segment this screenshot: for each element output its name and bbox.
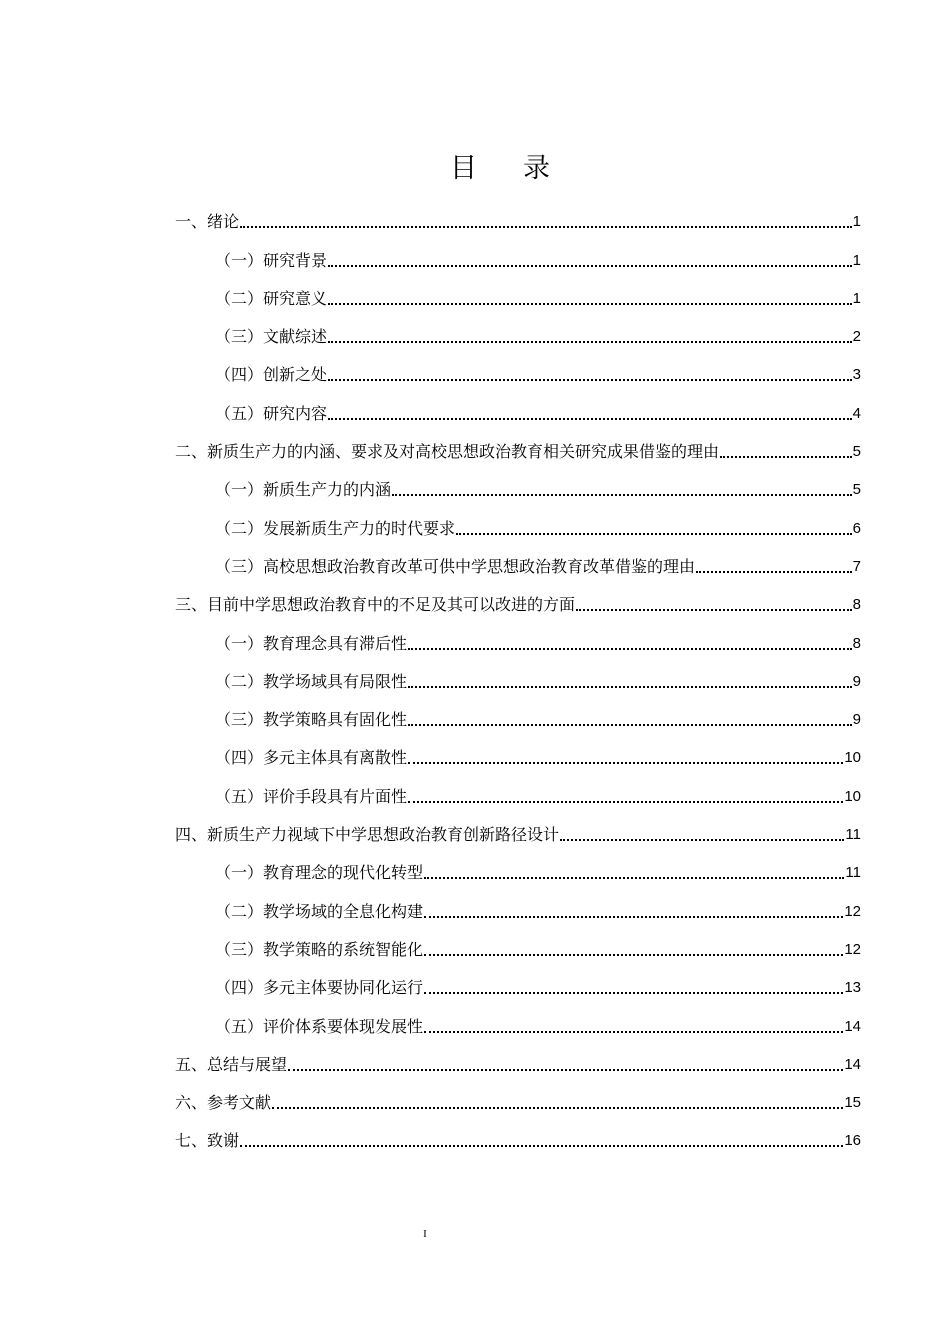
- toc-entry-page: 5: [852, 481, 861, 499]
- toc-entry-page: 1: [852, 251, 861, 269]
- toc-dot-leader: [328, 341, 852, 343]
- toc-entry-page: 10: [844, 749, 861, 767]
- toc-entry-page: 11: [845, 864, 861, 882]
- toc-dot-leader: [408, 724, 852, 726]
- toc-entry-page: 5: [852, 443, 861, 461]
- toc-entry[interactable]: [175, 617, 861, 655]
- toc-entry-text: （二）研究意义: [215, 288, 328, 308]
- toc-dot-leader: [560, 839, 844, 841]
- toc-entry-page: 4: [852, 404, 861, 422]
- toc-entry[interactable]: [175, 694, 861, 732]
- toc-entry-text: （五）评价体系要体现发展性: [215, 1016, 424, 1036]
- toc-dot-leader: [272, 1107, 843, 1109]
- toc-entry-text: （二）教学场域具有局限性: [215, 671, 408, 691]
- toc-entry-page: 2: [852, 328, 861, 346]
- toc-entry[interactable]: [175, 1115, 861, 1153]
- toc-entry-page: 9: [852, 672, 861, 690]
- toc-entry-text: （二）教学场域的全息化构建: [215, 901, 424, 921]
- toc-dot-leader: [576, 609, 852, 611]
- toc-entry-page: 10: [844, 787, 861, 805]
- toc-entry[interactable]: [175, 311, 861, 349]
- toc-entry-text: （三）教学策略的系统智能化: [215, 939, 424, 959]
- toc-dot-leader: [456, 533, 852, 535]
- toc-dot-leader: [408, 648, 852, 650]
- toc-entry[interactable]: [175, 962, 861, 1000]
- toc-entry[interactable]: [175, 809, 861, 847]
- toc-entry[interactable]: [175, 196, 861, 234]
- toc-entry[interactable]: [175, 234, 861, 272]
- toc-entry-page: 11: [845, 826, 861, 844]
- toc-dot-leader: [424, 877, 844, 879]
- toc-entry-page: 16: [844, 1132, 861, 1150]
- toc-dot-leader: [240, 1145, 843, 1147]
- toc-entry-text: （二）发展新质生产力的时代要求: [215, 518, 456, 538]
- toc-entry[interactable]: [175, 426, 861, 464]
- toc-entry-text: 一、绪论: [175, 212, 240, 232]
- toc-entry-page: 12: [844, 902, 861, 920]
- toc-entry-page: 6: [852, 519, 861, 537]
- toc-entry-text: 二、新质生产力的内涵、要求及对高校思想政治教育相关研究成果借鉴的理由: [175, 442, 720, 462]
- toc-entry[interactable]: [175, 349, 861, 387]
- toc-entry-page: 8: [852, 634, 861, 652]
- toc-entry[interactable]: [175, 924, 861, 962]
- toc-entry-page: 14: [844, 1017, 861, 1035]
- toc-dot-leader: [392, 494, 852, 496]
- toc-entry-page: 7: [852, 557, 861, 575]
- toc-entry-text: （一）教育理念具有滞后性: [215, 633, 408, 653]
- toc-entry[interactable]: [175, 541, 861, 579]
- toc-entry-page: 1: [852, 289, 861, 307]
- toc-dot-leader: [424, 1031, 843, 1033]
- toc-dot-leader: [424, 954, 843, 956]
- toc-entry-page: 9: [852, 711, 861, 729]
- toc-entry-text: （三）高校思想政治教育改革可供中学思想政治教育改革借鉴的理由: [215, 556, 696, 576]
- toc-entry[interactable]: [175, 1000, 861, 1038]
- toc-entry[interactable]: [175, 847, 861, 885]
- toc-entry-page: 13: [844, 979, 861, 997]
- toc-dot-leader: [328, 303, 852, 305]
- toc-entry-page: 14: [844, 1055, 861, 1073]
- toc-entry-text: （三）文献综述: [215, 327, 328, 347]
- toc-entry-page: 12: [844, 940, 861, 958]
- toc-entry-page: 3: [852, 366, 861, 384]
- toc-entry-text: （一）研究背景: [215, 250, 328, 270]
- toc-dot-leader: [328, 418, 852, 420]
- toc-dot-leader: [240, 226, 852, 228]
- toc-entry[interactable]: [175, 885, 861, 923]
- toc-entry-text: （五）研究内容: [215, 403, 328, 423]
- toc-entry[interactable]: [175, 1039, 861, 1077]
- toc-entry[interactable]: [175, 387, 861, 425]
- toc-entry-text: 六、参考文献: [175, 1093, 272, 1113]
- toc-entry-text: （三）教学策略具有固化性: [215, 710, 408, 730]
- toc-entry-text: （一）新质生产力的内涵: [215, 480, 392, 500]
- toc-entry-text: （四）创新之处: [215, 365, 328, 385]
- toc-dot-leader: [720, 456, 852, 458]
- toc-dot-leader: [408, 686, 852, 688]
- toc-dot-leader: [424, 992, 843, 994]
- toc-entry-text: （五）评价手段具有片面性: [215, 786, 408, 806]
- toc-entry-text: 七、致谢: [175, 1131, 240, 1151]
- toc-title: [0, 146, 950, 185]
- toc-dot-leader: [696, 571, 852, 573]
- toc-dot-leader: [408, 801, 843, 803]
- toc-entry-text: 五、总结与展望: [175, 1054, 288, 1074]
- toc-entry-text: （四）多元主体具有离散性: [215, 748, 408, 768]
- toc-entry[interactable]: [175, 579, 861, 617]
- toc-entry-text: 三、目前中学思想政治教育中的不足及其可以改进的方面: [175, 595, 576, 615]
- toc-entry[interactable]: [175, 502, 861, 540]
- toc-entry-text: （四）多元主体要协同化运行: [215, 978, 424, 998]
- toc-entry[interactable]: [175, 273, 861, 311]
- toc-entry-text: （一）教育理念的现代化转型: [215, 863, 424, 883]
- toc-list: [175, 196, 861, 1153]
- toc-entry-page: 1: [852, 213, 861, 231]
- toc-dot-leader: [424, 916, 843, 918]
- toc-title-char-1: 目: [450, 153, 477, 184]
- toc-entry[interactable]: [175, 770, 861, 808]
- toc-entry[interactable]: [175, 732, 861, 770]
- toc-entry[interactable]: [175, 1077, 861, 1115]
- toc-entry-text: 四、新质生产力视域下中学思想政治教育创新路径设计: [175, 825, 560, 845]
- toc-entry-page: 15: [844, 1094, 861, 1112]
- toc-dot-leader: [328, 265, 852, 267]
- toc-dot-leader: [288, 1069, 843, 1071]
- toc-entry[interactable]: [175, 656, 861, 694]
- toc-entry[interactable]: [175, 464, 861, 502]
- footer-page-number: I: [423, 1228, 427, 1240]
- toc-dot-leader: [328, 379, 852, 381]
- toc-entry-page: 8: [852, 596, 861, 614]
- toc-title-char-2: 录: [523, 153, 550, 184]
- toc-dot-leader: [408, 762, 843, 764]
